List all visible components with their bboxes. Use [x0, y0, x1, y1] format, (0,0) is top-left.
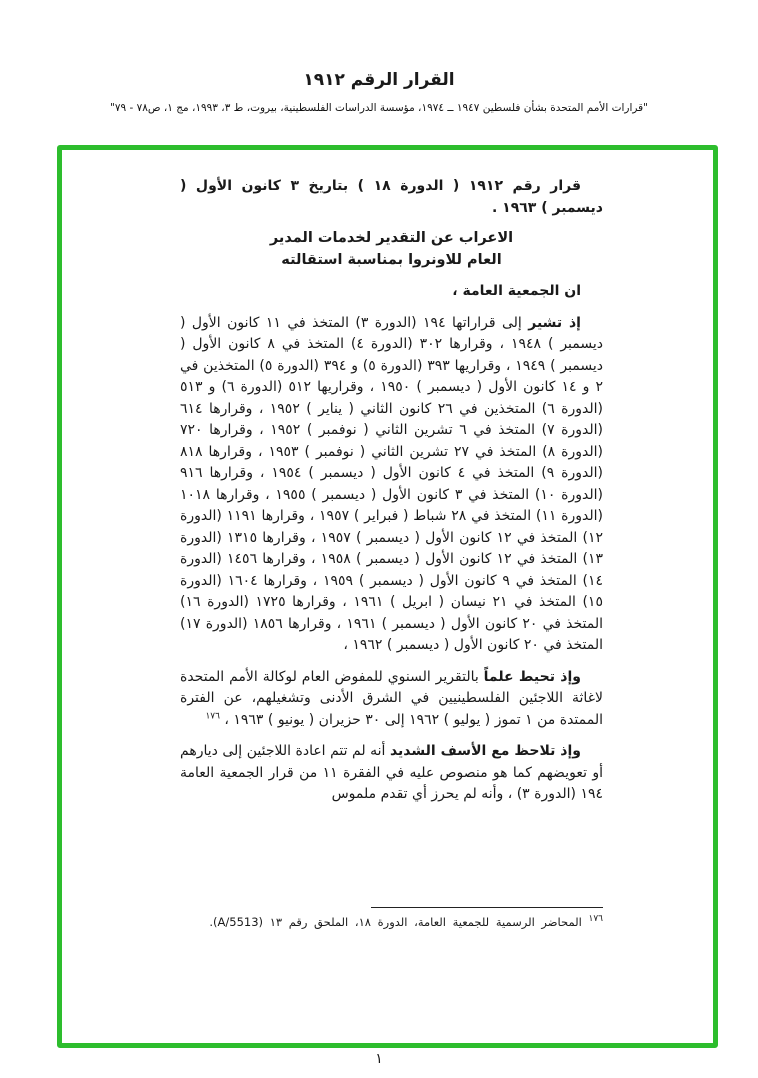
resolution-body [180, 176, 603, 816]
footnote-number: ١٧٦ [588, 914, 603, 925]
footnote-divider [371, 907, 603, 908]
footnote-text: المحاضر الرسمية للجمعية العامة، الدورة ١٨، الملحق رقم ١٣ (A/5513). [209, 915, 589, 929]
paragraph-regretting-lead: وإذ تلاحظ مع الأسف الشديد [389, 743, 581, 759]
paragraph-recalling-text: إلى قراراتها ١٩٤ (الدورة ٣) المتخذ في ١١ كانون الأول ( ديسمبر ) ١٩٤٨ ، وقرارها ٣٠٢ (الدورة ٤) المتخذ في ٨ كانون الأول ( ديسمبر ) ١٩٤٩ ، وقراريها ٣٩٣ (الدورة ٥) و ٣٩٤ (الدورة ٥) المتخذين في ٢ و ١٤ كانون الأول ( ديسمبر ) ١٩٥٠ ، وقراريها ٥١٢ (الدورة ٦) و ٥١٣ (الدورة ٦) المتخذين في ٢٦ كانون الثاني ( يناير ) ١٩٥٢ ، وقرارها ٦١٤ (الدورة ٧) المتخذ في ٦ تشرين الثاني ( نوفمبر ) ١٩٥٢ ، وقرارها ٧٢٠ (الدورة ٨) المتخذ في ٢٧ تشرين الثاني ( نوفمبر ) ١٩٥٣ ، وقرارها ٨١٨ (الدورة ٩) المتخذ في ٤ كانون الأول ( ديسمبر ) ١٩٥٤ ، وقرارها ٩١٦ (الدورة ١٠) المتخذ في ٣ كانون الأول ( ديسمبر ) ١٩٥٥ ، وقرارها ١٠١٨ (الدورة ١١) المتخذ في ٢٨ شباط ( فبراير ) ١٩٥٧ ، وقرارها ١١٩١ (الدورة ١٢) المتخذ في ١٢ كانون الأول ( ديسمبر ) ١٩٥٧ ، وقرارها ١٣١٥ (الدورة ١٣) المتخذ في ١٢ كانون الأول ( ديسمبر ) ١٩٥٨ ، وقرارها ١٤٥٦ (الدورة ١٤) المتخذ في ٩ كانون الأول ( ديسمبر ) ١٩٥٩ ، وقرارها ١٦٠٤ (الدورة ١٥) المتخذ في ٢١ نيسان ( ابريل ) ١٩٦١ ، وقرارها ١٧٢٥ (الدورة ١٦) المتخذ في ٢٠ كانون الأول ( ديسمبر ) ١٩٦١ ، وقرارها ١٨٥٦ (الدورة ١٧) المتخذ في ٢٠ كانون الأول ( ديسمبر ) ١٩٦٢ ، [180, 314, 604, 653]
document-frame [57, 145, 718, 1048]
paragraph-recalling-lead: إذ تشير [528, 314, 581, 331]
footnote-ref-marker: ١٧٦ [205, 710, 220, 721]
resolution-heading-line1: الاعراب عن التقدير لخدمات المدير [269, 230, 514, 246]
page-title: القرار الرقم ١٩١٢ [303, 70, 455, 90]
footnote [68, 914, 603, 930]
paragraph-taking-note-lead: وإذ تحيط علماً [483, 668, 581, 685]
resolution-intro: قرار رقم ١٩١٢ ( الدورة ١٨ ) بتاريخ ٣ كانون الأول ( ديسمبر ) ١٩٦٣ . [180, 178, 603, 216]
paragraph-regretting [180, 741, 603, 806]
citation-line: "قرارات الأمم المتحدة بشأن فلسطين ١٩٤٧ ــ ١٩٧٤، مؤسسة الدراسات الفلسطينية، بيروت، ط ٣، ١٩٩٣، مج ١، ص٧٨ - ٧٩" [109, 102, 649, 114]
paragraph-taking-note-text: بالتقرير السنوي للمفوض العام لوكالة الأمم المتحدة لاغاثة اللاجئين الفلسطينيين في الشرق الأدنى وتشغيلهم، عن الفترة الممتدة من ١ تموز ( يوليو ) ١٩٦٢ إلى ٣٠ حزيران ( يونيو ) ١٩٦٣ ، [180, 668, 603, 728]
page-number: ١ [375, 1051, 383, 1067]
paragraph-recalling [180, 313, 603, 657]
resolution-heading [180, 227, 603, 271]
paragraph-regretting-text: أنه لم تتم اعادة اللاجئين إلى ديارهم أو تعويضهم كما هو منصوص عليه في الفقرة ١١ من قرار الجمعية العامة ١٩٤ (الدورة ٣) ، وأنه لم يحرز أي تقدم ملموس [180, 743, 603, 802]
resolution-heading-line2: العام للاونروا بمناسبة استقالته [281, 252, 502, 268]
salutation: ان الجمعية العامة ، [452, 283, 581, 299]
paragraph-taking-note [180, 667, 603, 732]
